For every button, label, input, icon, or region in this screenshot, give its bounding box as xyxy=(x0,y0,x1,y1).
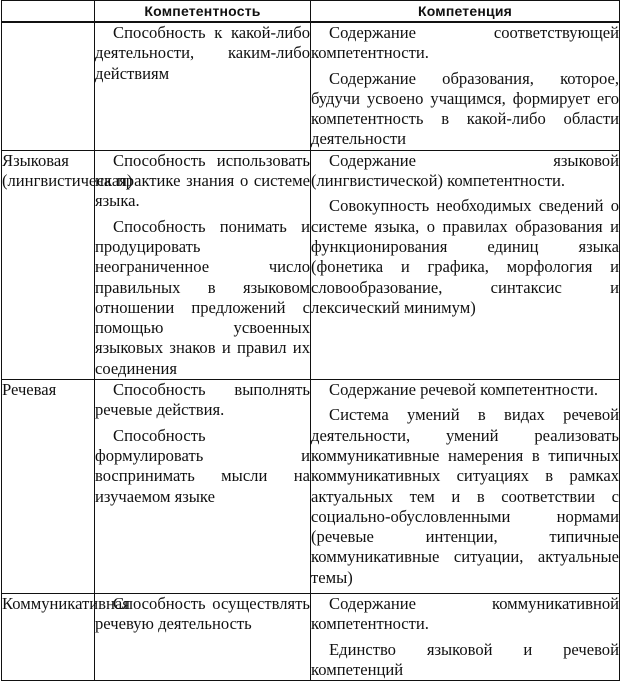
table-row xyxy=(2,380,620,594)
row-label-text: Речевая xyxy=(2,380,57,400)
header-category xyxy=(2,1,95,23)
cell-paragraph: Содержание соответствующей компетентности. xyxy=(311,23,619,63)
competence-ability-cell xyxy=(95,22,311,150)
cell-paragraph: Содержание речевой компетентности. xyxy=(329,380,599,400)
cell-paragraph: Способность понимать и продуцировать неограниченное число правильных в языковом отношении предложений с помощью усвоенных языковых знаков и правил их соединения xyxy=(95,216,310,378)
row-label xyxy=(2,22,95,150)
table-row xyxy=(2,150,620,379)
row-label xyxy=(2,594,130,681)
table-row xyxy=(2,22,620,150)
competency-cell xyxy=(311,380,620,594)
row-label xyxy=(2,150,133,379)
row-label-text: Языковая (лингвистическая) xyxy=(2,150,133,191)
cell-paragraph: Содержание коммуникативной компетентности. xyxy=(311,594,619,634)
row-label-text: Коммуникативная xyxy=(2,594,130,614)
row-label xyxy=(2,380,95,594)
table-header xyxy=(2,1,620,23)
cell-paragraph: Система умений в видах речевой деятельности, умений реализовать коммуникативные намерения в типичных коммуникативных ситуациях в рамках актуальных тем и в соответствии с социально-обусловленными нормами (речевые интенции, типичные коммуникативные ситуации, актуальные темы) xyxy=(311,405,619,587)
cell-paragraph: Способность выполнять речевые действия. xyxy=(95,380,310,420)
cell-paragraph: Способность использовать на практике знания о системе языка. xyxy=(95,150,310,211)
cell-paragraph: Способность к какой-либо деятельности, каким-либо действиям xyxy=(95,23,310,83)
competence-ability-cell xyxy=(95,380,311,594)
header-competency: Компетенция xyxy=(311,1,620,23)
table-row xyxy=(2,594,620,681)
competency-cell xyxy=(311,22,620,150)
cell-paragraph: Содержание образования, которое, будучи усвоено учащимся, формирует его компетентность в какой-либо области деятельности xyxy=(311,68,619,149)
cell-paragraph: Совокупность необходимых сведений о системе языка, о правилах образования и функционирования единиц языка (фонетика и графика, морфология и словообразование, синтаксис и лексический минимум) xyxy=(311,196,619,317)
cell-paragraph: Способность осуществлять речевую деятельность xyxy=(95,594,310,634)
cell-paragraph: Содержание языковой (лингвистической) компетентности. xyxy=(311,150,619,191)
header-competence-ability: Компетентность xyxy=(95,1,311,23)
competence-ability-cell xyxy=(95,594,311,681)
competency-cell xyxy=(311,150,620,379)
competency-cell xyxy=(311,594,620,681)
cell-paragraph: Способность формулировать и воспринимать мысли на изучаемом языке xyxy=(95,425,310,506)
competence-ability-cell xyxy=(95,150,311,379)
competence-table xyxy=(1,0,620,681)
cell-paragraph: Единство языковой и речевой компетенций xyxy=(311,639,619,679)
